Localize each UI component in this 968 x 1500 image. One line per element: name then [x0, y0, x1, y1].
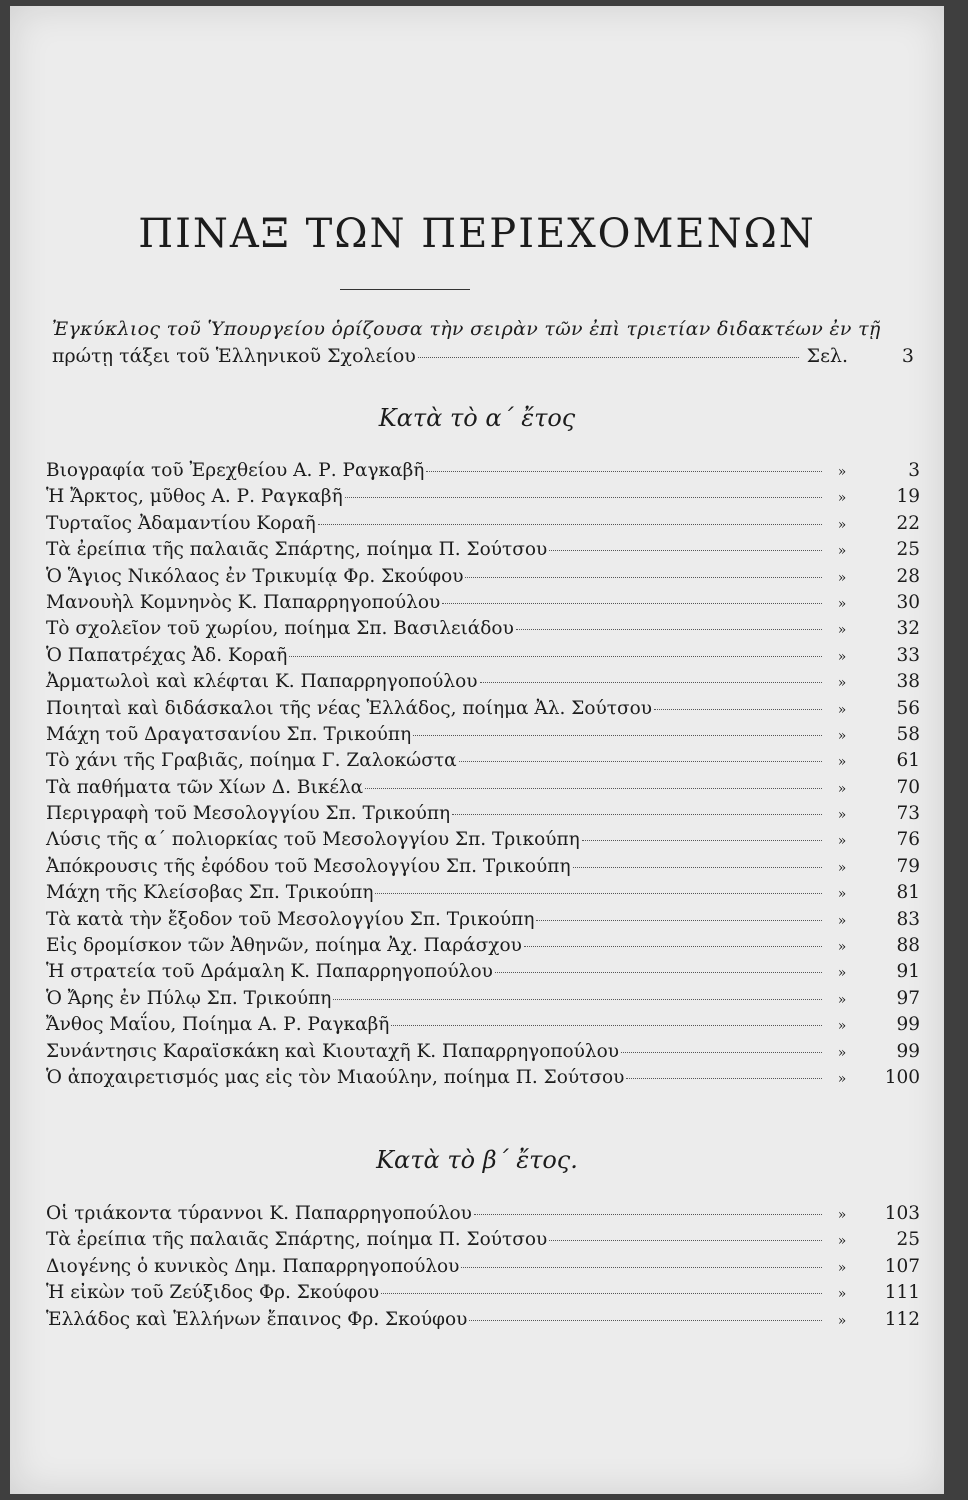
ditto-mark: »: [837, 1233, 847, 1250]
toc-entry: [46, 882, 920, 908]
entry-title: Ἀρματωλοὶ καὶ κλέφται Κ. Παπαρρηγοπούλου: [46, 671, 478, 693]
toc-entry: [46, 988, 920, 1014]
ditto-mark: »: [837, 1044, 847, 1061]
entry-title: Τὰ κατὰ τὴν ἔξοδον τοῦ Μεσολογγίου Σπ. Τρικούπη: [46, 908, 535, 930]
toc-entry: [46, 829, 920, 855]
entry-page: 99: [896, 1014, 920, 1036]
ditto-mark: »: [837, 1018, 847, 1035]
entry-title: Περιγραφὴ τοῦ Μεσολογγίου Σπ. Τρικούπη: [46, 803, 451, 825]
dot-leader: [536, 920, 822, 921]
entry-title: Μάχη τοῦ Δραγατσανίου Σπ. Τρικούπη: [46, 723, 412, 745]
toc-entry: [46, 539, 920, 565]
dot-leader: [549, 550, 822, 551]
entry-title: Ἡ Ἄρκτος, μῦθος Α. Ρ. Ραγκαβῆ: [46, 486, 343, 508]
entry-page: 73: [896, 803, 920, 825]
toc-entry: [46, 592, 920, 618]
entry-title: Ἄνθος Μαΐου, Ποίημα Α. Ρ. Ραγκαβῆ: [46, 1014, 390, 1036]
intro-entry: [52, 316, 914, 370]
ditto-mark: »: [837, 886, 847, 903]
ditto-mark: »: [837, 648, 847, 665]
page-title: ΠΙΝΑΞ ΤΩΝ ΠΕΡΙΕΧΟΜΕΝΩΝ: [138, 211, 816, 257]
dot-leader: [413, 735, 822, 736]
toc-entry: [46, 803, 920, 829]
ditto-mark: »: [837, 595, 847, 612]
entry-page: 33: [896, 644, 920, 666]
toc-entry: [46, 1041, 920, 1067]
ditto-mark: »: [837, 1070, 847, 1087]
dot-leader: [426, 471, 822, 472]
entry-page: 83: [896, 908, 920, 930]
dot-leader: [626, 1078, 822, 1079]
ditto-mark: »: [837, 516, 847, 533]
dot-leader: [318, 524, 822, 525]
entry-title: Ποιηταὶ καὶ διδάσκαλοι τῆς νέας Ἑλλάδος, ποίημα Ἀλ. Σούτσου: [46, 697, 652, 719]
entry-page: 28: [896, 565, 920, 587]
dot-leader: [465, 577, 822, 578]
dot-leader: [516, 629, 822, 630]
ditto-mark: »: [837, 622, 847, 639]
toc-entry: [46, 856, 920, 882]
toc-entry: [46, 645, 920, 671]
entry-page: 97: [896, 987, 920, 1009]
toc-entry: [46, 1282, 920, 1308]
entry-title: Μάχη τῆς Κλείσοβας Σπ. Τρικούπη: [46, 882, 374, 904]
section-heading-year-1: Κατὰ τὸ α´ ἔτος: [378, 404, 576, 432]
document-page: [10, 6, 944, 1494]
entry-title: Τὰ παθήματα τῶν Χίων Δ. Βικέλα: [46, 776, 364, 798]
toc-entry: [46, 909, 920, 935]
entry-page: 19: [896, 486, 920, 508]
toc-entry: [46, 698, 920, 724]
entry-title: Εἰς δρομίσκον τῶν Ἀθηνῶν, ποίημα Ἀχ. Παράσχου: [46, 935, 522, 957]
ditto-mark: »: [837, 675, 847, 692]
toc-entry: [46, 1309, 920, 1335]
ditto-mark: »: [837, 1207, 847, 1223]
toc-entry: [46, 777, 920, 803]
ditto-mark: »: [837, 754, 847, 771]
intro-title: πρώτῃ τάξει τοῦ Ἑλληνικοῦ Σχολείου: [52, 345, 416, 367]
entry-page: 103: [884, 1203, 920, 1224]
entry-page: 3: [908, 460, 920, 481]
dot-leader: [524, 946, 822, 947]
entry-title: Τὰ ἐρείπια τῆς παλαιᾶς Σπάρτης, ποίημα Π. Σούτσου: [46, 1229, 548, 1251]
ditto-mark: »: [837, 543, 847, 560]
intro-abbr: Σελ.: [806, 345, 848, 367]
ditto-mark: »: [837, 1286, 847, 1303]
ditto-mark: »: [837, 464, 847, 480]
entry-page: 25: [896, 1229, 920, 1251]
toc-entry: [46, 750, 920, 776]
entry-page: 61: [896, 750, 920, 772]
dot-leader: [573, 867, 822, 868]
dot-leader: [418, 357, 799, 358]
ditto-mark: »: [837, 569, 847, 586]
entry-page: 88: [896, 935, 920, 957]
dot-leader: [365, 788, 822, 789]
entry-title: Ὁ Ἅγιος Νικόλαος ἐν Τρικυμίᾳ Φρ. Σκούφου: [46, 565, 464, 587]
entry-title: Τυρταῖος Ἀδαμαντίου Κοραῆ: [46, 512, 316, 534]
entry-page: 111: [884, 1282, 920, 1304]
entry-page: 100: [884, 1066, 920, 1088]
entry-title: Λύσις τῆς α´ πολιορκίας τοῦ Μεσολογγίου Σπ. Τρικούπη: [46, 829, 580, 851]
toc-entry: [46, 935, 920, 961]
title-rule: [340, 289, 470, 290]
entry-title: Ὁ Παπατρέχας Ἀδ. Κοραῆ: [46, 644, 288, 666]
dot-leader: [480, 682, 823, 683]
dot-leader: [452, 814, 822, 815]
dot-leader: [442, 603, 822, 604]
entry-title: Οἱ τριάκοντα τύραννοι Κ. Παπαρρηγοπούλου: [46, 1203, 472, 1224]
entry-page: 22: [896, 512, 920, 534]
toc-entry: [46, 724, 920, 750]
intro-line-1: Ἐγκύκλιος τοῦ Ὑπουργείου ὁρίζουσα τὴν σειρὰν τῶν ἐπὶ τριετίαν διδακτέων ἐν τῇ: [52, 318, 881, 340]
dot-leader: [621, 1052, 822, 1053]
section-1-list: [46, 460, 920, 1093]
toc-entry: [46, 566, 920, 592]
ditto-mark: »: [837, 1259, 847, 1276]
dot-leader: [333, 999, 822, 1000]
ditto-mark: »: [837, 912, 847, 929]
entry-title: Ἡ εἰκὼν τοῦ Ζεύξιδος Φρ. Σκούφου: [46, 1282, 380, 1304]
entry-page: 38: [896, 671, 920, 693]
entry-page: 99: [896, 1040, 920, 1062]
entry-title: Ἡ στρατεία τοῦ Δράμαλη Κ. Παπαρρηγοπούλου: [46, 961, 493, 983]
entry-page: 30: [896, 591, 920, 613]
entry-title: Ἀπόκρουσις τῆς ἐφόδου τοῦ Μεσολογγίου Σπ. Τρικούπη: [46, 855, 571, 877]
dot-leader: [474, 1214, 822, 1215]
dot-leader: [582, 840, 822, 841]
toc-entry: [46, 513, 920, 539]
entry-title: Τὸ σχολεῖον τοῦ χωρίου, ποίημα Σπ. Βασιλειάδου: [46, 618, 514, 640]
ditto-mark: »: [837, 701, 847, 718]
entry-page: 70: [896, 776, 920, 798]
ditto-mark: »: [837, 965, 847, 982]
entry-page: 79: [896, 855, 920, 877]
ditto-mark: »: [837, 1312, 847, 1329]
ditto-mark: »: [837, 939, 847, 956]
entry-page: 81: [896, 882, 920, 904]
toc-entry: [46, 671, 920, 697]
toc-entry: [46, 460, 920, 486]
entry-title: Συνάντησις Καραϊσκάκη καὶ Κιουταχῆ Κ. Παπαρρηγοπούλου: [46, 1040, 619, 1062]
entry-title: Τὸ χάνι τῆς Γραβιᾶς, ποίημα Γ. Ζαλοκώστα: [46, 750, 457, 772]
dot-leader: [381, 1293, 822, 1294]
entry-title: Τὰ ἐρείπια τῆς παλαιᾶς Σπάρτης, ποίημα Π. Σούτσου: [46, 539, 548, 561]
dot-leader: [391, 1025, 822, 1026]
entry-title: Βιογραφία τοῦ Ἐρεχθείου Α. Ρ. Ραγκαβῆ: [46, 460, 425, 481]
entry-page: 56: [896, 697, 920, 719]
ditto-mark: »: [837, 780, 847, 797]
toc-entry: [46, 1229, 920, 1255]
toc-entry: [46, 1067, 920, 1093]
dot-leader: [654, 709, 822, 710]
dot-leader: [461, 1267, 822, 1268]
entry-page: 91: [896, 961, 920, 983]
entry-title: Ὁ ἀποχαιρετισμός μας εἰς τὸν Μιαούλην, ποίημα Π. Σούτσου: [46, 1066, 625, 1088]
toc-entry: [46, 961, 920, 987]
entry-title: Διογένης ὁ κυνικὸς Δημ. Παπαρρηγοπούλου: [46, 1255, 460, 1277]
entry-page: 112: [884, 1308, 920, 1330]
toc-entry: [46, 1014, 920, 1040]
entry-title: Μανουὴλ Κομνηνὸς Κ. Παπαρρηγοπούλου: [46, 591, 441, 613]
ditto-mark: »: [837, 833, 847, 850]
entry-page: 25: [896, 539, 920, 561]
intro-page: 3: [901, 345, 914, 367]
ditto-mark: »: [837, 490, 847, 507]
entry-title: Ὁ Ἄρης ἐν Πύλῳ Σπ. Τρικούπη: [46, 987, 332, 1009]
intro-line-2: [52, 343, 914, 370]
ditto-mark: »: [837, 859, 847, 876]
entry-page: 107: [884, 1255, 920, 1277]
entry-page: 76: [896, 829, 920, 851]
toc-entry: [46, 486, 920, 512]
toc-entry: [46, 1203, 920, 1229]
ditto-mark: »: [837, 727, 847, 744]
dot-leader: [345, 497, 822, 498]
entry-page: 58: [896, 723, 920, 745]
ditto-mark: »: [837, 807, 847, 824]
dot-leader: [375, 893, 822, 894]
toc-entry: [46, 618, 920, 644]
dot-leader: [289, 656, 822, 657]
dot-leader: [459, 761, 822, 762]
section-2-list: [46, 1203, 920, 1335]
toc-entry: [46, 1256, 920, 1282]
dot-leader: [469, 1320, 822, 1321]
section-heading-year-2: Κατὰ τὸ β´ ἔτος.: [376, 1146, 578, 1174]
entry-page: 32: [896, 618, 920, 640]
dot-leader: [495, 972, 822, 973]
entry-title: Ἑλλάδος καὶ Ἑλλήνων ἔπαινος Φρ. Σκούφου: [46, 1308, 468, 1330]
ditto-mark: »: [837, 991, 847, 1008]
dot-leader: [549, 1240, 822, 1241]
